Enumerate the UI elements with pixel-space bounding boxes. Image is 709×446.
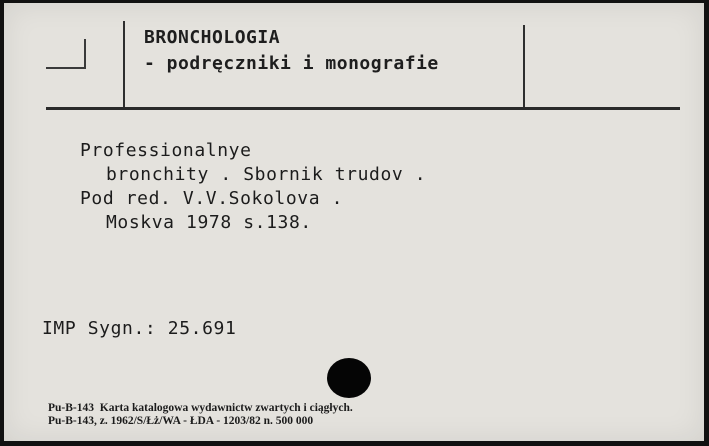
right-column-divider — [523, 25, 525, 109]
card-footer — [48, 402, 353, 428]
subject-heading-title: BRONCHOLOGIA — [144, 27, 281, 48]
corner-bracket-mark — [46, 39, 86, 69]
subject-heading-subtitle: - podręczniki i monografie — [144, 53, 439, 74]
entry-imprint-line: Moskva 1978 s.138. — [106, 212, 312, 233]
entry-title-line: Professionalnye — [80, 140, 252, 161]
header-rule — [46, 107, 680, 110]
footer-line-1: Pu-B-143 Karta katalogowa wydawnictw zwartych i ciągłych. — [48, 402, 353, 414]
entry-editor-line: Pod red. V.V.Sokolova . — [80, 188, 344, 209]
punch-hole — [327, 358, 371, 398]
bibliographic-entry — [80, 139, 426, 235]
entry-title-continuation: bronchity . Sbornik trudov . — [106, 164, 427, 185]
catalog-card — [4, 3, 704, 441]
call-number: IMP Sygn.: 25.691 — [42, 318, 237, 339]
subject-heading — [144, 25, 439, 77]
footer-line-2: Pu-B-143, z. 1962/S/Łż/WA - ŁDA - 1203/82 n. 500 000 — [48, 415, 314, 427]
left-column-divider — [123, 21, 125, 109]
